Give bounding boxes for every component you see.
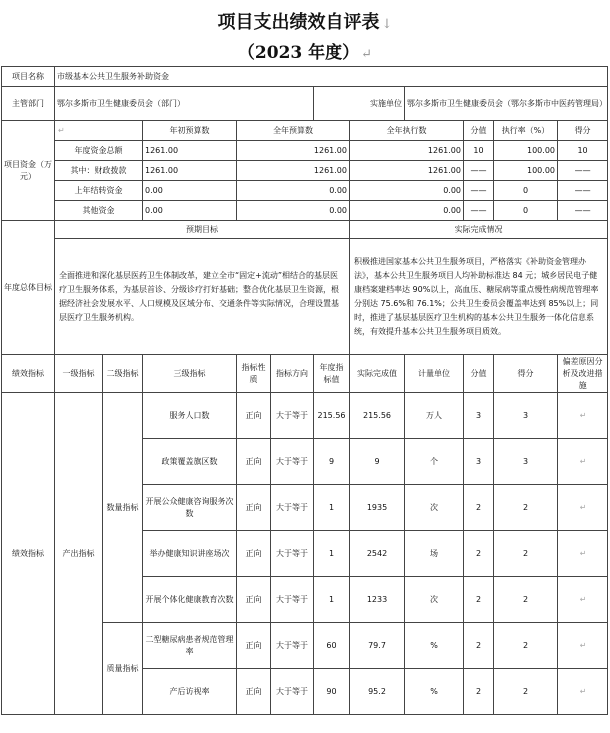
perf-header-row [2, 355, 608, 393]
perf-row-target: 1 [314, 485, 350, 531]
perf-row-direction: 大于等于 [271, 439, 314, 485]
perf-header-6: 年度指标值 [314, 355, 350, 393]
funds-header-2: 全年预算数 [237, 121, 350, 141]
perf-row-unit: % [405, 623, 464, 669]
project-name-label: 项目名称 [2, 67, 55, 87]
form-title: 项目支出绩效自评表 ↓ [217, 12, 393, 33]
goals-actual-label: 实际完成情况 [350, 221, 608, 239]
perf-row-actual: 215.56 [350, 393, 405, 439]
perf-row-unit: 个 [405, 439, 464, 485]
perf-header-3: 三级指标 [143, 355, 237, 393]
goals-label: 年度总体目标 [2, 221, 55, 355]
perf-level1: 产出指标 [55, 393, 103, 715]
perf-row-nature: 正向 [237, 439, 271, 485]
goals-expected-label: 预期目标 [55, 221, 350, 239]
funds-row-v2: 0.00 [237, 181, 350, 201]
funds-row-score: —— [464, 161, 494, 181]
funds-row-score: —— [464, 181, 494, 201]
perf-row-unit: % [405, 669, 464, 715]
funds-row-name: 上年结转资金 [55, 181, 143, 201]
perf-row-actual: 95.2 [350, 669, 405, 715]
perf-row-deviation [558, 439, 608, 485]
perf-header-label: 绩效指标 [2, 355, 55, 393]
perf-header-2: 二级指标 [103, 355, 143, 393]
funds-header-row [2, 121, 608, 141]
funds-row-got: —— [558, 181, 608, 201]
perf-row-actual: 1233 [350, 577, 405, 623]
form-subtitle: （2023 年度） ↵ [237, 43, 373, 63]
perf-row-target: 90 [314, 669, 350, 715]
perf-row-target: 60 [314, 623, 350, 669]
dept-value: 鄂尔多斯市卫生健康委员会（部门） [55, 87, 314, 121]
perf-row-got: 2 [494, 485, 558, 531]
funds-row [2, 161, 608, 181]
perf-row-direction: 大于等于 [271, 623, 314, 669]
perf-row-got: 3 [494, 393, 558, 439]
perf-row-unit: 场 [405, 531, 464, 577]
perf-row-deviation [558, 485, 608, 531]
funds-label: 项目资金（万元） [2, 121, 55, 221]
project-name-row [2, 67, 608, 87]
funds-row-v3: 0.00 [350, 201, 464, 221]
funds-row-got: —— [558, 161, 608, 181]
perf-row-actual: 79.7 [350, 623, 405, 669]
funds-header-4: 分值 [464, 121, 494, 141]
perf-row [2, 393, 608, 439]
perf-row-score: 2 [464, 669, 494, 715]
perf-row-deviation [558, 393, 608, 439]
funds-row-v2: 0.00 [237, 201, 350, 221]
impl-label: 实施单位 [314, 87, 405, 121]
perf-row-got: 2 [494, 531, 558, 577]
perf-row-deviation [558, 623, 608, 669]
perf-row-actual: 9 [350, 439, 405, 485]
perf-header-8: 计量单位 [405, 355, 464, 393]
perf-row-nature: 正向 [237, 393, 271, 439]
perf-row-unit: 次 [405, 485, 464, 531]
perf-row-score: 3 [464, 393, 494, 439]
perf-row-deviation [558, 669, 608, 715]
perf-header-7: 实际完成值 [350, 355, 405, 393]
perf-row-nature: 正向 [237, 669, 271, 715]
funds-row-rate: 0 [494, 181, 558, 201]
funds-row-v1: 0.00 [143, 181, 237, 201]
perf-side-label: 绩效指标 [2, 393, 55, 715]
perf-header-1: 一级指标 [55, 355, 103, 393]
funds-row-v1: 1261.00 [143, 141, 237, 161]
funds-row-score: 10 [464, 141, 494, 161]
funds-row [2, 141, 608, 161]
funds-header-3: 全年执行数 [350, 121, 464, 141]
perf-row-direction: 大于等于 [271, 531, 314, 577]
goals-header-row [2, 221, 608, 239]
perf-row-name: 服务人口数 [143, 393, 237, 439]
evaluation-table [1, 66, 608, 715]
funds-header-1: 年初预算数 [143, 121, 237, 141]
perf-row-name: 政策覆盖旗区数 [143, 439, 237, 485]
perf-row-nature: 正向 [237, 485, 271, 531]
perf-row-unit: 次 [405, 577, 464, 623]
perf-row-score: 2 [464, 577, 494, 623]
perf-row-deviation [558, 531, 608, 577]
perf-header-4: 指标性质 [237, 355, 271, 393]
perf-row-actual: 1935 [350, 485, 405, 531]
perf-row-got: 2 [494, 577, 558, 623]
goals-expected-text: 全面推进和深化基层医药卫生体制改革，建立全市“固定+流动”相结合的基层医疗卫生服务体系，为基层首诊、分级诊疗打好基础；整合优化基层卫生资源，根据经济社会发展水平、人口规模及区域分布、交通条件等实际情况，合理设置基层医疗卫生服务机构。 [55, 239, 350, 355]
perf-row-target: 1 [314, 577, 350, 623]
funds-row-v1: 1261.00 [143, 161, 237, 181]
funds-header-blank [55, 121, 143, 141]
funds-row-v3: 1261.00 [350, 161, 464, 181]
perf-row-actual: 2542 [350, 531, 405, 577]
funds-row-score: —— [464, 201, 494, 221]
funds-row-v2: 1261.00 [237, 161, 350, 181]
perf-header-10: 得分 [494, 355, 558, 393]
perf-group-quantity: 数量指标 [103, 393, 143, 623]
form-title-text: 项目支出绩效自评表 [217, 12, 380, 33]
perf-row-name: 开展公众健康咨询服务次数 [143, 485, 237, 531]
perf-row-score: 2 [464, 531, 494, 577]
perf-row-deviation [558, 577, 608, 623]
funds-row-got: 10 [558, 141, 608, 161]
perf-header-9: 分值 [464, 355, 494, 393]
perf-row-nature: 正向 [237, 623, 271, 669]
funds-row [2, 181, 608, 201]
funds-row-name: 其他资金 [55, 201, 143, 221]
impl-value: 鄂尔多斯市卫生健康委员会（鄂尔多斯市中医药管理局） [405, 87, 608, 121]
funds-row-got: —— [558, 201, 608, 221]
dept-label: 主管部门 [2, 87, 55, 121]
funds-row-name: 年度资金总额 [55, 141, 143, 161]
perf-row-target: 9 [314, 439, 350, 485]
form-subtitle-text: （2023 年度） [237, 43, 360, 63]
funds-header-6: 得分 [558, 121, 608, 141]
funds-row-v3: 1261.00 [350, 141, 464, 161]
perf-group-quality: 质量指标 [103, 623, 143, 715]
perf-row-score: 2 [464, 623, 494, 669]
goals-content-row [2, 239, 608, 355]
funds-row-v1: 0.00 [143, 201, 237, 221]
perf-row-got: 2 [494, 623, 558, 669]
perf-row-target: 1 [314, 531, 350, 577]
perf-row-direction: 大于等于 [271, 393, 314, 439]
perf-row-score: 2 [464, 485, 494, 531]
perf-row-got: 2 [494, 669, 558, 715]
perf-row-name: 二型糖尿病患者规范管理率 [143, 623, 237, 669]
goals-actual-text: 积极推进国家基本公共卫生服务项目，严格落实《补助资金管理办法》，基本公共卫生服务项目人均补助标准达 84 元；城乡居民电子健康档案建档率达 90%以上，高血压、糖尿病等重点慢性病规范管理率分别达 75.6%和 76.1%；公共卫生委员会覆盖率达到 85%以上；同时，推进了基层基层医疗卫生机构的基本公共卫生服务一体化信息系统，有效提升基本公共卫生服务项目质效。 [350, 239, 608, 355]
perf-header-5: 指标方向 [271, 355, 314, 393]
funds-row [2, 201, 608, 221]
perf-row-unit: 万人 [405, 393, 464, 439]
perf-row-nature: 正向 [237, 577, 271, 623]
perf-header-11: 偏差原因分析及改进措施 [558, 355, 608, 393]
perf-row-got: 3 [494, 439, 558, 485]
dept-row [2, 87, 608, 121]
perf-row-direction: 大于等于 [271, 577, 314, 623]
perf-row-direction: 大于等于 [271, 669, 314, 715]
funds-row-name: 其中：财政拨款 [55, 161, 143, 181]
funds-row-rate: 100.00 [494, 161, 558, 181]
perf-row-name: 举办健康知识讲座场次 [143, 531, 237, 577]
funds-row-v2: 1261.00 [237, 141, 350, 161]
perf-row-nature: 正向 [237, 531, 271, 577]
perf-row-name: 产后访视率 [143, 669, 237, 715]
perf-row-score: 3 [464, 439, 494, 485]
funds-row-rate: 100.00 [494, 141, 558, 161]
funds-row-rate: 0 [494, 201, 558, 221]
perf-row-name: 开展个体化健康教育次数 [143, 577, 237, 623]
perf-row-target: 215.56 [314, 393, 350, 439]
perf-row-direction: 大于等于 [271, 485, 314, 531]
funds-header-5: 执行率（%） [494, 121, 558, 141]
funds-row-v3: 0.00 [350, 181, 464, 201]
project-name-value: 市级基本公共卫生服务补助资金 [55, 67, 608, 87]
